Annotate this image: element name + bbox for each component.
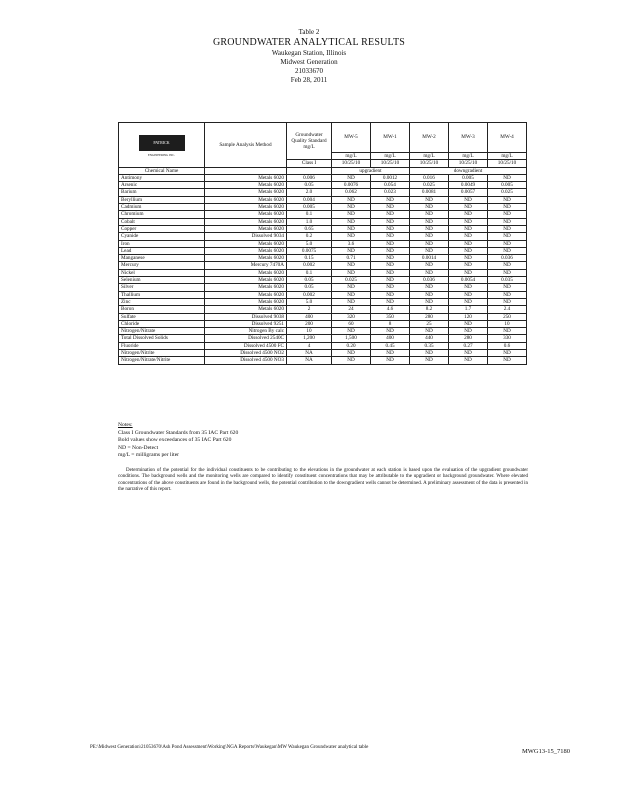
standard-cell: 0.1: [287, 211, 332, 218]
result-cell: ND: [410, 357, 449, 364]
method-cell: Dissolved 4500 NO2: [205, 350, 287, 357]
method-cell: Metals 6020: [205, 189, 287, 196]
groundwater-results-table: [118, 122, 527, 365]
result-cell: ND: [488, 350, 527, 357]
result-cell: 0.005: [449, 174, 488, 181]
method-cell: Metals 6020: [205, 284, 287, 291]
result-cell: ND: [371, 211, 410, 218]
result-cell: ND: [371, 240, 410, 247]
standard-cell: 0.65: [287, 225, 332, 232]
result-cell: ND: [332, 247, 371, 254]
method-cell: Dissolved 4500 FC: [205, 342, 287, 349]
result-cell: ND: [410, 298, 449, 305]
chemical-name-cell: Silver: [119, 284, 205, 291]
result-cell: ND: [488, 225, 527, 232]
standard-cell: 0.0075: [287, 247, 332, 254]
chemical-name-cell: Chloride: [119, 320, 205, 327]
result-cell: ND: [410, 196, 449, 203]
result-cell: 0.036: [488, 255, 527, 262]
logo-caption: ENGINEERING INC.: [148, 152, 175, 157]
result-cell: ND: [332, 211, 371, 218]
result-cell: 0.71: [332, 255, 371, 262]
note-line: Bold values show exceedances of 35 IAC Part 620: [118, 437, 232, 444]
well-header: MW-2: [410, 123, 449, 153]
class-header: Class I: [287, 160, 332, 167]
result-cell: ND: [410, 269, 449, 276]
note-line: Class I Groundwater Standards from 35 IAC Part 620: [118, 429, 239, 436]
chemical-name-cell: Thallium: [119, 291, 205, 298]
standard-cell: 0.15: [287, 255, 332, 262]
result-cell: ND: [488, 211, 527, 218]
table-row: [119, 342, 527, 349]
standard-cell: NA: [287, 350, 332, 357]
result-cell: ND: [410, 240, 449, 247]
result-cell: ND: [332, 262, 371, 269]
result-cell: ND: [332, 350, 371, 357]
method-cell: Dissolved 9034: [205, 233, 287, 240]
result-cell: 0.035: [488, 277, 527, 284]
standard-cell: 1,200: [287, 335, 332, 342]
table-row: [119, 277, 527, 284]
result-cell: ND: [332, 233, 371, 240]
result-cell: 8: [371, 320, 410, 327]
result-cell: ND: [410, 291, 449, 298]
method-cell: Metals 6020: [205, 277, 287, 284]
result-cell: 120: [449, 313, 488, 320]
result-cell: 0.036: [410, 277, 449, 284]
result-cell: 0.20: [332, 342, 371, 349]
result-cell: 0.025: [488, 189, 527, 196]
standard-cell: 0.006: [287, 174, 332, 181]
method-cell: Metals 6020: [205, 174, 287, 181]
standard-cell: 200: [287, 320, 332, 327]
result-cell: 0.016: [410, 174, 449, 181]
result-cell: ND: [332, 225, 371, 232]
table-row: [119, 255, 527, 262]
chemical-name-cell: Copper: [119, 225, 205, 232]
result-cell: ND: [371, 277, 410, 284]
unit-header: mg/L: [410, 153, 449, 160]
table-label: Table 2: [298, 28, 320, 36]
result-cell: ND: [488, 262, 527, 269]
result-cell: ND: [488, 269, 527, 276]
table-row: [119, 284, 527, 291]
chemical-name-cell: Cobalt: [119, 218, 205, 225]
result-cell: ND: [449, 328, 488, 335]
standard-cell: 0.002: [287, 291, 332, 298]
result-cell: 0.054: [371, 182, 410, 189]
result-cell: 0.35: [410, 342, 449, 349]
chemical-name-cell: Fluoride: [119, 342, 205, 349]
result-cell: ND: [332, 284, 371, 291]
table-row: [119, 174, 527, 181]
result-cell: 320: [332, 313, 371, 320]
result-cell: 1,500: [332, 335, 371, 342]
result-cell: 4.6: [371, 306, 410, 313]
table-row: [119, 328, 527, 335]
standard-cell: 0.05: [287, 277, 332, 284]
result-cell: 0.0054: [449, 277, 488, 284]
bates-number: MWG13-15_7180: [522, 748, 571, 755]
result-cell: ND: [410, 350, 449, 357]
method-cell: Metals 6020: [205, 298, 287, 305]
standard-cell: 0.05: [287, 284, 332, 291]
result-cell: ND: [449, 204, 488, 211]
method-cell: Dissolved 9251: [205, 320, 287, 327]
table-row: [119, 218, 527, 225]
table-row: [119, 262, 527, 269]
table-row: [119, 204, 527, 211]
document-header: [0, 28, 618, 85]
results-body: [119, 174, 527, 364]
standard-cell: 5.0: [287, 298, 332, 305]
chemical-name-cell: Barium: [119, 189, 205, 196]
result-cell: ND: [410, 247, 449, 254]
result-cell: 350: [371, 313, 410, 320]
result-cell: ND: [371, 284, 410, 291]
result-cell: ND: [371, 225, 410, 232]
table-row: [119, 350, 527, 357]
result-cell: 0.0014: [410, 255, 449, 262]
result-cell: ND: [371, 233, 410, 240]
result-cell: ND: [332, 291, 371, 298]
standard-header: Groundwater Quality Standard mg/L: [287, 123, 332, 160]
result-cell: 10: [488, 320, 527, 327]
result-cell: ND: [488, 328, 527, 335]
method-cell: Metals 6020: [205, 196, 287, 203]
chemical-name-cell: Zinc: [119, 298, 205, 305]
result-cell: 24: [332, 306, 371, 313]
standard-cell: 0.2: [287, 233, 332, 240]
result-cell: ND: [449, 269, 488, 276]
standard-cell: 1.0: [287, 218, 332, 225]
standard-cell: 0.005: [287, 204, 332, 211]
chemical-name-cell: Cyanide: [119, 233, 205, 240]
well-header: MW-1: [371, 123, 410, 153]
result-cell: ND: [488, 291, 527, 298]
notes-paragraph: Determination of the potential for the individual constituents to be contributing to the elevations in the groundwater at each station is based upon the evaluation of the upgradient groundwater conditions. The background wells and the monitoring wells are compared to identify constituent concentrations that may be attributable to the upgradient or background groundwater. Where elevated concentrations of the above constituents are found in the background wells, the potential contribution to the downgradient wells cannot be determined. A preliminary assessment of the data is presented in the narrative of this report.: [118, 468, 528, 493]
chemical-name-cell: Antimony: [119, 174, 205, 181]
result-cell: ND: [332, 328, 371, 335]
result-cell: ND: [449, 284, 488, 291]
table-row: [119, 298, 527, 305]
result-cell: ND: [449, 240, 488, 247]
method-cell: Metals 6020: [205, 182, 287, 189]
result-cell: ND: [488, 284, 527, 291]
chemical-name-cell: Boron: [119, 306, 205, 313]
logo-cell: [119, 123, 205, 168]
result-cell: ND: [449, 225, 488, 232]
method-cell: Dissolved 9038: [205, 313, 287, 320]
sample-date: 10/25/10: [449, 160, 488, 167]
table-row: [119, 196, 527, 203]
result-cell: ND: [449, 255, 488, 262]
result-cell: ND: [410, 284, 449, 291]
method-cell: Metals 6020: [205, 225, 287, 232]
chemical-name-cell: Manganese: [119, 255, 205, 262]
note-line: mg/L = milligrams per liter: [118, 452, 180, 459]
chemical-name-cell: Mercury: [119, 262, 205, 269]
result-cell: 0.025: [410, 182, 449, 189]
result-cell: ND: [371, 196, 410, 203]
result-cell: ND: [371, 357, 410, 364]
result-cell: ND: [449, 357, 488, 364]
result-cell: 0.0081: [410, 189, 449, 196]
method-cell: Dissolved 4500 NO3: [205, 357, 287, 364]
file-path: PE:\Midwest Generation\21053670\Ash Pond Assessment\Working\NGA Reports\Waukegan\MW Waukegan Groundwater analytical table: [90, 745, 369, 750]
standard-cell: 10: [287, 328, 332, 335]
site-id: 21033670: [295, 67, 323, 75]
result-cell: 280: [410, 313, 449, 320]
result-cell: ND: [488, 196, 527, 203]
unit-header: mg/L: [449, 153, 488, 160]
result-cell: ND: [449, 211, 488, 218]
method-cell: Nitrogen By calc: [205, 328, 287, 335]
result-cell: 2.4: [488, 306, 527, 313]
result-cell: ND: [332, 174, 371, 181]
method-cell: Metals 6020: [205, 255, 287, 262]
result-cell: 0.0049: [449, 182, 488, 189]
result-cell: ND: [488, 240, 527, 247]
result-cell: 0.6: [488, 342, 527, 349]
well-header: MW-3: [449, 123, 488, 153]
result-cell: ND: [371, 262, 410, 269]
upgradient-label: upgradient: [332, 167, 410, 174]
chemical-name-cell: Iron: [119, 240, 205, 247]
result-cell: ND: [410, 211, 449, 218]
method-cell: Metals 6020: [205, 291, 287, 298]
result-cell: ND: [371, 328, 410, 335]
table-row: [119, 269, 527, 276]
result-cell: ND: [371, 247, 410, 254]
table-row: [119, 320, 527, 327]
unit-header: mg/L: [332, 153, 371, 160]
result-cell: ND: [371, 218, 410, 225]
report-date: Feb 28, 2011: [290, 76, 328, 84]
result-cell: ND: [449, 298, 488, 305]
result-cell: ND: [332, 196, 371, 203]
result-cell: ND: [332, 357, 371, 364]
chemical-name-cell: Nitrogen/Nitrite: [119, 350, 205, 357]
result-cell: ND: [332, 298, 371, 305]
sample-date: 10/25/10: [488, 160, 527, 167]
result-cell: ND: [371, 350, 410, 357]
notes-section: [118, 422, 238, 460]
chemical-name-cell: Selenium: [119, 277, 205, 284]
result-cell: ND: [410, 225, 449, 232]
result-cell: 330: [488, 335, 527, 342]
result-cell: 0.45: [371, 342, 410, 349]
document-title: GROUNDWATER ANALYTICAL RESULTS: [212, 37, 406, 48]
standard-cell: 2.0: [287, 189, 332, 196]
result-cell: ND: [410, 233, 449, 240]
chemical-name-cell: Nickel: [119, 269, 205, 276]
well-header: MW-4: [488, 123, 527, 153]
result-cell: 0.025: [332, 277, 371, 284]
result-cell: 1.7: [449, 306, 488, 313]
table-row: [119, 240, 527, 247]
chemical-name-cell: Sulfate: [119, 313, 205, 320]
blank-cell: [205, 167, 287, 174]
chemical-name-cell: Chromium: [119, 211, 205, 218]
method-cell: Dissolved 2540C: [205, 335, 287, 342]
method-cell: Metals 6020: [205, 306, 287, 313]
blank-cell: [287, 167, 332, 174]
result-cell: ND: [449, 218, 488, 225]
result-cell: ND: [449, 196, 488, 203]
result-cell: ND: [449, 233, 488, 240]
result-cell: 0.005: [488, 182, 527, 189]
sample-date: 10/25/10: [371, 160, 410, 167]
table-row: [119, 247, 527, 254]
table-row: [119, 335, 527, 342]
table-row: [119, 189, 527, 196]
method-cell: Metals 6020: [205, 240, 287, 247]
standard-cell: NA: [287, 357, 332, 364]
result-cell: 60: [332, 320, 371, 327]
chemical-name-cell: Nitrogen/Nitrate: [119, 328, 205, 335]
method-cell: Metals 6020: [205, 269, 287, 276]
result-cell: ND: [371, 298, 410, 305]
result-cell: ND: [332, 269, 371, 276]
result-cell: 25: [410, 320, 449, 327]
result-cell: ND: [488, 174, 527, 181]
result-cell: ND: [488, 204, 527, 211]
table-row: [119, 291, 527, 298]
standard-cell: 0.004: [287, 196, 332, 203]
unit-header: mg/L: [488, 153, 527, 160]
site-location: Waukegan Station, Illinois: [271, 49, 347, 57]
result-cell: ND: [488, 357, 527, 364]
result-cell: ND: [371, 269, 410, 276]
result-cell: 0.023: [371, 189, 410, 196]
result-cell: 440: [410, 335, 449, 342]
result-cell: 0.27: [449, 342, 488, 349]
result-cell: ND: [332, 204, 371, 211]
standard-cell: 0.05: [287, 182, 332, 189]
result-cell: ND: [332, 218, 371, 225]
method-cell: Metals 6020: [205, 211, 287, 218]
result-cell: 400: [371, 335, 410, 342]
table-row: [119, 211, 527, 218]
unit-header: mg/L: [371, 153, 410, 160]
result-cell: 8.2: [410, 306, 449, 313]
standard-cell: 400: [287, 313, 332, 320]
chemical-name-cell: Nitrogen/Nitrate/Nitrite: [119, 357, 205, 364]
standard-cell: 0.002: [287, 262, 332, 269]
result-cell: ND: [488, 247, 527, 254]
table-row: [119, 357, 527, 364]
chemical-name-cell: Beryllium: [119, 196, 205, 203]
company-logo: PATRICK: [139, 135, 185, 151]
result-cell: 250: [488, 313, 527, 320]
sample-date: 10/25/10: [332, 160, 371, 167]
well-header: MW-5: [332, 123, 371, 153]
result-cell: ND: [371, 204, 410, 211]
chemical-name-header: Chemical Name: [119, 167, 205, 174]
company-name: Midwest Generation: [280, 58, 338, 66]
note-line: ND = Non-Detect: [118, 444, 159, 451]
result-cell: ND: [449, 350, 488, 357]
method-header: Sample Analysis Method: [205, 123, 287, 168]
standard-cell: 4: [287, 342, 332, 349]
table-row: [119, 225, 527, 232]
table-row: [119, 182, 527, 189]
result-cell: ND: [449, 262, 488, 269]
method-cell: Metals 6020: [205, 247, 287, 254]
result-cell: ND: [449, 291, 488, 298]
standard-cell: 0.1: [287, 269, 332, 276]
table-row: [119, 313, 527, 320]
result-cell: 0.0057: [449, 189, 488, 196]
method-cell: Mercury 7470A: [205, 262, 287, 269]
chemical-name-cell: Arsenic: [119, 182, 205, 189]
method-cell: Metals 6020: [205, 218, 287, 225]
standard-cell: 2: [287, 306, 332, 313]
result-cell: ND: [488, 218, 527, 225]
standard-cell: 5.0: [287, 240, 332, 247]
result-cell: 280: [449, 335, 488, 342]
result-cell: ND: [410, 204, 449, 211]
downgradient-label: downgradient: [410, 167, 527, 174]
result-cell: ND: [410, 262, 449, 269]
result-cell: 0.0012: [371, 174, 410, 181]
chemical-name-cell: Cadmium: [119, 204, 205, 211]
result-cell: ND: [371, 291, 410, 298]
result-cell: ND: [410, 218, 449, 225]
result-cell: 0.0076: [332, 182, 371, 189]
result-cell: ND: [449, 320, 488, 327]
chemical-name-cell: Total Dissolved Solids: [119, 335, 205, 342]
result-cell: ND: [371, 255, 410, 262]
method-cell: Metals 6020: [205, 204, 287, 211]
result-cell: ND: [488, 233, 527, 240]
table-row: [119, 233, 527, 240]
result-cell: ND: [488, 298, 527, 305]
result-cell: ND: [410, 328, 449, 335]
notes-heading: Notes:: [118, 422, 133, 428]
chemical-name-cell: Lead: [119, 247, 205, 254]
sample-date: 10/25/10: [410, 160, 449, 167]
result-cell: 3.6: [332, 240, 371, 247]
result-cell: 0.062: [332, 189, 371, 196]
table-row: [119, 306, 527, 313]
result-cell: ND: [449, 247, 488, 254]
